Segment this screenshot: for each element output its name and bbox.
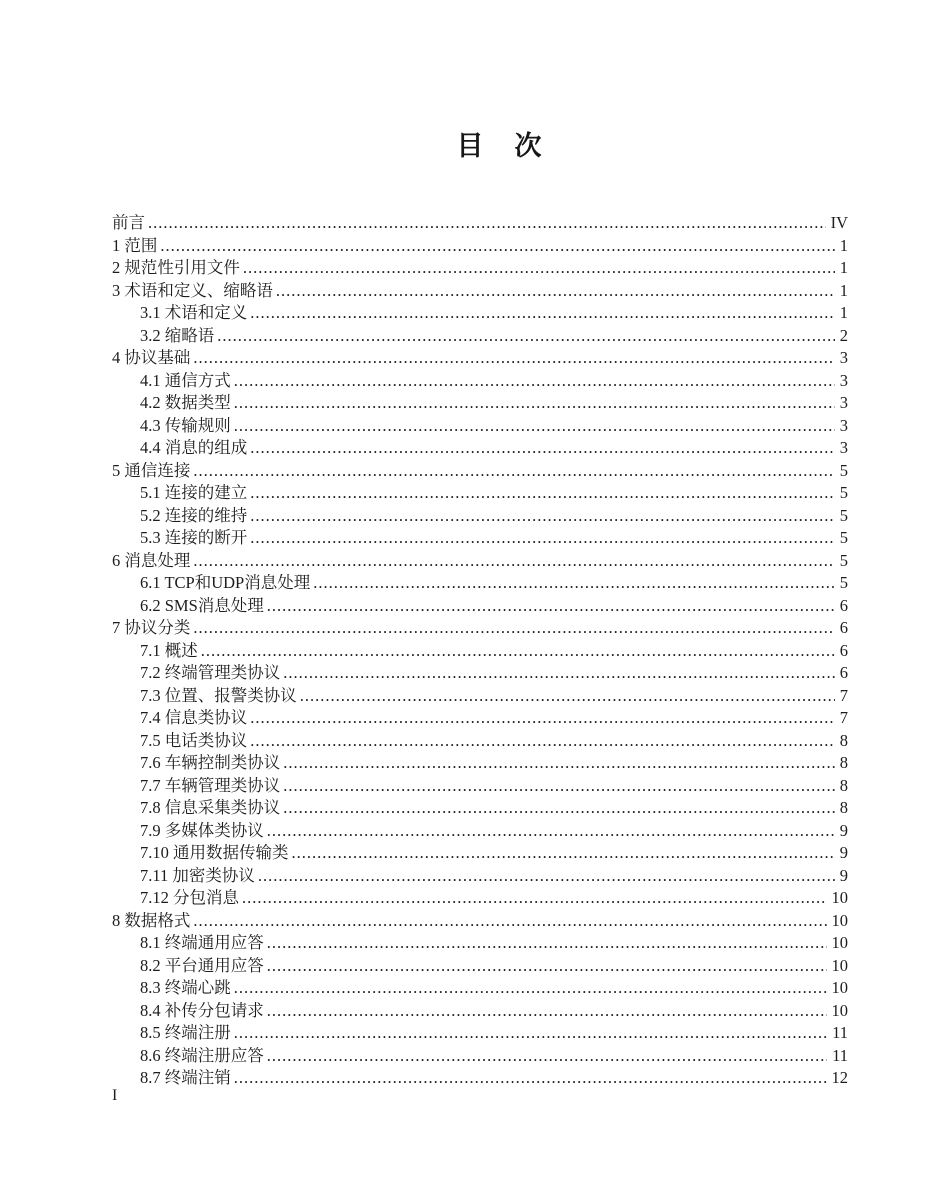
toc-entry-label: 3.1 术语和定义 <box>140 303 248 322</box>
toc-entry-page: IV <box>830 213 848 232</box>
toc-entry-page: 1 <box>839 235 848 255</box>
toc-entry <box>112 415 848 438</box>
toc-entry <box>112 347 848 370</box>
dot-leader <box>267 1045 827 1068</box>
toc-entry <box>112 1000 848 1023</box>
dot-leader <box>258 865 835 888</box>
dot-leader <box>250 505 835 528</box>
toc-entry-page: 10 <box>831 955 848 975</box>
toc-entry-page: 5 <box>839 483 848 502</box>
toc-entry-label: 1 范围 <box>112 235 158 255</box>
toc-entry-page: 1 <box>839 258 848 277</box>
toc-entry-page: 3 <box>839 393 848 412</box>
toc-entry <box>112 527 848 550</box>
dot-leader <box>267 595 835 618</box>
dot-leader <box>234 415 835 438</box>
toc-entry-page: 10 <box>831 978 848 997</box>
toc-entry <box>112 932 848 955</box>
toc-entry-page: 9 <box>839 820 848 840</box>
toc-entry <box>112 707 848 730</box>
toc-list <box>112 212 848 1090</box>
toc-entry-label: 7.6 车辆控制类协议 <box>140 753 281 772</box>
toc-entry-label: 4.4 消息的组成 <box>140 438 248 457</box>
toc-entry-page: 6 <box>839 595 848 615</box>
toc-entry-page: 12 <box>831 1068 848 1087</box>
toc-entry-label: 6 消息处理 <box>112 550 191 570</box>
toc-entry <box>112 617 848 640</box>
toc-entry-label: 前言 <box>112 213 145 232</box>
toc-entry-page: 7 <box>839 685 848 705</box>
toc-entry-page: 6 <box>839 640 848 660</box>
toc-entry-label: 8.2 平台通用应答 <box>140 955 264 975</box>
toc-entry-label: 4 协议基础 <box>112 348 191 367</box>
toc-entry <box>112 235 848 258</box>
toc-entry-page: 3 <box>839 415 848 435</box>
toc-entry-label: 7 协议分类 <box>112 618 191 637</box>
toc-entry-page: 8 <box>839 730 848 750</box>
toc-entry <box>112 302 848 325</box>
toc-entry <box>112 482 848 505</box>
toc-entry-label: 8.1 终端通用应答 <box>140 933 264 952</box>
toc-entry-page: 3 <box>839 438 848 457</box>
toc-entry-page: 3 <box>839 370 848 390</box>
toc-entry <box>112 842 848 865</box>
dot-leader <box>300 685 835 708</box>
dot-leader <box>313 572 835 595</box>
toc-entry-page: 11 <box>832 1045 848 1065</box>
toc-entry <box>112 595 848 618</box>
toc-entry-page: 7 <box>839 708 848 727</box>
toc-entry-page: 8 <box>839 753 848 772</box>
toc-entry-page: 3 <box>839 348 848 367</box>
toc-entry-label: 6.1 TCP和UDP消息处理 <box>140 573 311 592</box>
toc-entry <box>112 910 848 933</box>
dot-leader <box>148 212 826 235</box>
toc-entry <box>112 392 848 415</box>
toc-entry <box>112 437 848 460</box>
toc-entry <box>112 1022 848 1045</box>
toc-entry <box>112 550 848 573</box>
toc-entry <box>112 730 848 753</box>
toc-entry-page: 10 <box>831 910 848 930</box>
dot-leader <box>201 640 835 663</box>
dot-leader <box>193 550 834 573</box>
toc-entry-label: 7.2 终端管理类协议 <box>140 663 281 682</box>
toc-entry <box>112 212 848 235</box>
toc-entry-page: 8 <box>839 798 848 817</box>
toc-entry-label: 7.3 位置、报警类协议 <box>140 685 297 705</box>
dot-leader <box>193 910 826 933</box>
toc-entry-label: 6.2 SMS消息处理 <box>140 595 264 615</box>
dot-leader <box>250 437 835 460</box>
toc-entry <box>112 865 848 888</box>
dot-leader <box>242 887 827 910</box>
dot-leader <box>283 775 835 798</box>
toc-entry-page: 9 <box>839 843 848 862</box>
toc-entry-label: 2 规范性引用文件 <box>112 258 240 277</box>
page-title: 目 次 <box>456 131 544 161</box>
toc-entry <box>112 325 848 348</box>
toc-entry <box>112 887 848 910</box>
dot-leader <box>267 820 835 843</box>
toc-entry-label: 5 通信连接 <box>112 460 191 480</box>
toc-entry-label: 8.6 终端注册应答 <box>140 1045 264 1065</box>
toc-entry-page: 10 <box>831 1000 848 1020</box>
dot-leader <box>283 797 835 820</box>
toc-entry <box>112 1045 848 1068</box>
dot-leader <box>234 370 835 393</box>
toc-entry-label: 7.4 信息类协议 <box>140 708 248 727</box>
toc-entry-label: 7.7 车辆管理类协议 <box>140 775 281 795</box>
dot-leader <box>193 617 834 640</box>
toc-entry <box>112 572 848 595</box>
toc-entry-label: 4.3 传输规则 <box>140 415 231 435</box>
toc-entry-label: 8.4 补传分包请求 <box>140 1000 264 1020</box>
dot-leader <box>193 460 834 483</box>
toc-entry <box>112 280 848 303</box>
dot-leader <box>292 842 835 865</box>
toc-entry-label: 4.1 通信方式 <box>140 370 231 390</box>
toc-entry-page: 5 <box>839 505 848 525</box>
toc-entry-page: 1 <box>839 280 848 300</box>
toc-entry <box>112 662 848 685</box>
toc-entry-label: 8 数据格式 <box>112 910 191 930</box>
dot-leader <box>234 1022 827 1045</box>
dot-leader <box>276 280 835 303</box>
toc-entry-page: 5 <box>839 550 848 570</box>
toc-entry-label: 5.3 连接的断开 <box>140 528 248 547</box>
toc-entry-page: 6 <box>839 618 848 637</box>
page-number-footer: I <box>112 1087 118 1104</box>
toc-entry-label: 8.3 终端心跳 <box>140 978 231 997</box>
toc-entry-page: 8 <box>839 775 848 795</box>
toc-entry-page: 6 <box>839 663 848 682</box>
toc-entry-label: 7.9 多媒体类协议 <box>140 820 264 840</box>
toc-entry <box>112 955 848 978</box>
dot-leader <box>250 730 835 753</box>
toc-entry-page: 2 <box>839 325 848 345</box>
dot-leader <box>267 932 827 955</box>
toc-entry-label: 5.2 连接的维持 <box>140 505 248 525</box>
toc-entry <box>112 505 848 528</box>
dot-leader <box>250 707 835 730</box>
toc-entry <box>112 370 848 393</box>
dot-leader <box>250 302 835 325</box>
toc-entry-page: 5 <box>839 573 848 592</box>
toc-entry-label: 7.10 通用数据传输类 <box>140 843 289 862</box>
toc-entry <box>112 775 848 798</box>
toc-entry-page: 5 <box>839 528 848 547</box>
toc-entry-page: 1 <box>839 303 848 322</box>
dot-leader <box>234 977 827 1000</box>
dot-leader <box>250 527 835 550</box>
toc-entry <box>112 820 848 843</box>
toc-entry-page: 11 <box>832 1023 848 1042</box>
dot-leader <box>283 662 835 685</box>
dot-leader <box>234 1067 827 1090</box>
dot-leader <box>193 347 834 370</box>
toc-entry-label: 8.5 终端注册 <box>140 1023 231 1042</box>
toc-entry <box>112 257 848 280</box>
toc-entry-page: 10 <box>831 933 848 952</box>
dot-leader <box>160 235 834 258</box>
toc-entry-page: 5 <box>839 460 848 480</box>
toc-entry <box>112 797 848 820</box>
toc-entry-page: 10 <box>831 888 848 907</box>
toc-entry-label: 7.8 信息采集类协议 <box>140 798 281 817</box>
dot-leader <box>283 752 835 775</box>
toc-entry-page: 9 <box>839 865 848 885</box>
dot-leader <box>243 257 835 280</box>
toc-entry-label: 7.11 加密类协议 <box>140 865 255 885</box>
toc-entry <box>112 977 848 1000</box>
dot-leader <box>217 325 835 348</box>
toc-entry-label: 3 术语和定义、缩略语 <box>112 280 273 300</box>
toc-entry <box>112 640 848 663</box>
toc-entry-label: 4.2 数据类型 <box>140 393 231 412</box>
toc-entry <box>112 1067 848 1090</box>
toc-entry-label: 7.12 分包消息 <box>140 888 239 907</box>
toc-entry <box>112 460 848 483</box>
toc-entry-label: 3.2 缩略语 <box>140 325 215 345</box>
toc-entry-label: 7.5 电话类协议 <box>140 730 248 750</box>
dot-leader <box>250 482 835 505</box>
dot-leader <box>267 955 827 978</box>
toc-entry-label: 5.1 连接的建立 <box>140 483 248 502</box>
toc-entry <box>112 752 848 775</box>
dot-leader <box>234 392 835 415</box>
dot-leader <box>267 1000 827 1023</box>
toc-entry-label: 7.1 概述 <box>140 640 198 660</box>
toc-entry <box>112 685 848 708</box>
toc-entry-label: 8.7 终端注销 <box>140 1068 231 1087</box>
